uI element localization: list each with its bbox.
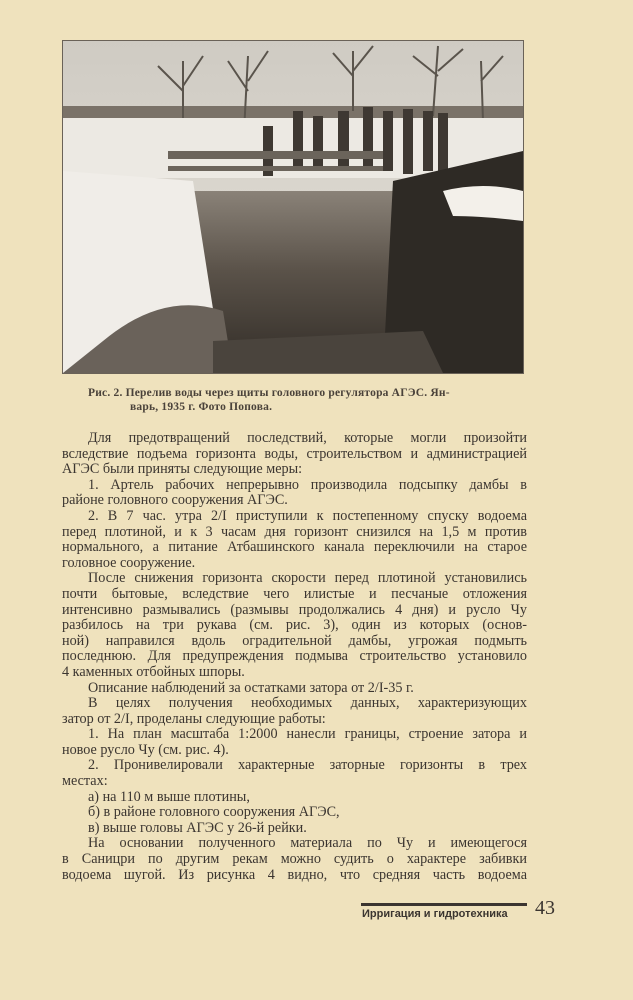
caption-line: варь, 1935 г. Фото Попова. (130, 401, 273, 413)
photo-image (63, 41, 523, 373)
figure-photo-dam-overflow (62, 40, 524, 374)
text-line: АГЭС были приняты следующие меры: (62, 461, 303, 478)
text-line: В целях получения необходимых данных, характеризующих (88, 695, 527, 712)
text-line: местах: (62, 773, 108, 790)
caption-line: Рис. 2. Перелив воды через щиты головного регулятора АГЭС. Ян- (88, 387, 450, 399)
text-line: нормального, а питание Атбашинского канала переключили на старое (62, 539, 527, 556)
section-heading: Описание наблюдений за остатками затора от 2/I-35 г. (88, 679, 414, 696)
body-text (62, 431, 527, 883)
text-line: Для предотвращений последствий, которые могли произойти (88, 430, 527, 446)
text-line: затор от 2/I, проделаны следующие работы: (62, 710, 326, 727)
text-line: ной) направился вдоль оградительной дамбы, угрожая подмыть (62, 632, 527, 649)
text-line: разбилось на три рукава (см. рис. 3), один из которых (основ- (62, 617, 527, 634)
list-item: в) выше головы АГЭС у 26-й рейки. (88, 819, 307, 836)
text-line: перед плотиной, и к 3 часам дня горизонт снизился на 1,5 м против (62, 523, 527, 540)
text-line: 4 каменных отбойных шпоры. (62, 663, 245, 680)
text-line: интенсивно размывались (размывы продолжались 4 дня) и русло Чу (62, 601, 527, 618)
text-line: После снижения горизонта скорости перед плотиной установились (88, 570, 527, 587)
text-line: районе головного сооружения АГЭС. (62, 492, 288, 509)
text-line: новое русло Чу (см. рис. 4). (62, 741, 229, 758)
page-number: 43 (535, 897, 555, 919)
text-line: последнюю. Для предупреждения подмыва строительство установило (62, 648, 527, 665)
text-line: 2. Пронивелировали характерные заторные горизонты в трех (88, 757, 527, 774)
text-line: почти бытовые, вследствие чего илистые и песчаные отложения (62, 585, 527, 602)
text-line: На основании полученного материала по Чу и имеющегося (88, 835, 527, 852)
footer-rule (361, 903, 527, 906)
text-line: головное сооружение. (62, 554, 196, 571)
text-line: в Саницри по другим рекам можно судить о характере забивки (62, 851, 527, 868)
figure-caption (88, 386, 528, 414)
text-line: 1. Артель рабочих непрерывно производила подсыпку дамбы в (88, 476, 527, 493)
text-line: 2. В 7 час. утра 2/I приступили к постепенному спуску водоема (88, 507, 527, 524)
text-line: вследствие подъема горизонта воды, строительством и администрацией (62, 445, 527, 462)
list-item: б) в районе головного сооружения АГЭС, (88, 804, 340, 821)
text-line: 1. На план масштаба 1:2000 нанесли границы, строение затора и (88, 726, 527, 743)
text-line: водоема шугой. Из рисунка 4 видно, что средняя часть водоема (62, 866, 527, 883)
list-item: а) на 110 м выше плотины, (88, 788, 250, 805)
journal-title: Ирригация и гидротехника (362, 908, 508, 920)
